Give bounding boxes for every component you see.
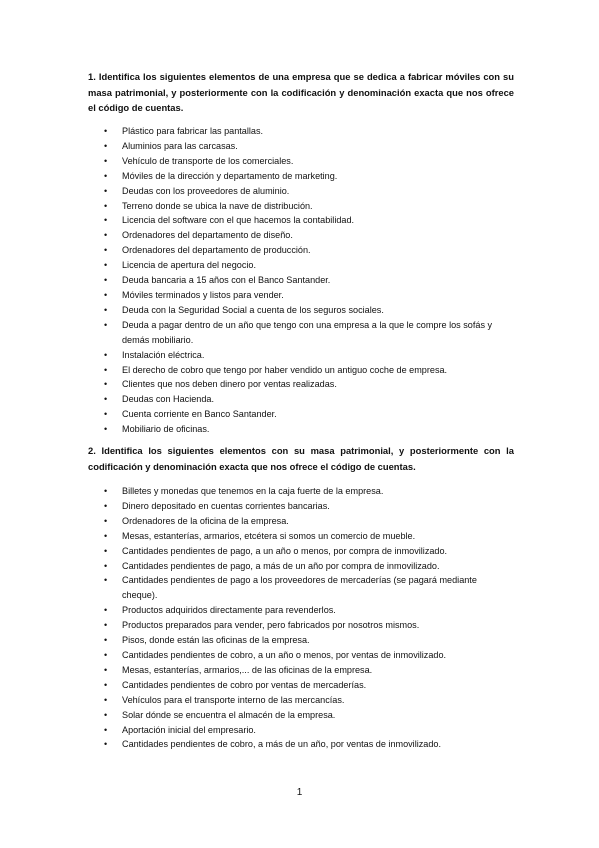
list-item-text: Pisos, donde están las oficinas de la empresa. — [122, 635, 310, 646]
bullet-icon: • — [104, 739, 108, 750]
list-item-text: Licencia de apertura del negocio. — [122, 260, 256, 271]
list-item-text: Cantidades pendientes de cobro, a más de un año, por ventas de inmovilizado. — [122, 739, 441, 750]
list-item-text: Móviles de la dirección y departamento de marketing. — [122, 170, 338, 181]
bullet-icon: • — [104, 409, 108, 420]
list-item — [0, 407, 502, 422]
list-item — [0, 288, 502, 303]
list-item-text: Dinero depositado en cuentas corrientes bancarias. — [122, 500, 330, 511]
list-item — [0, 377, 502, 392]
bullet-icon: • — [104, 500, 108, 511]
bullet-icon: • — [104, 260, 108, 271]
list-item — [0, 678, 502, 693]
bullet-icon: • — [104, 486, 108, 496]
list-item-text: Billetes y monedas que tenemos en la caja fuerte de la empresa. — [122, 486, 384, 496]
bullet-icon: • — [104, 694, 108, 705]
list-item-text: Clientes que nos deben dinero por ventas realizadas. — [122, 379, 337, 390]
bullet-icon: • — [104, 679, 108, 690]
list-item — [0, 544, 502, 559]
list-item — [0, 169, 502, 184]
list-item — [0, 243, 502, 258]
list-item — [0, 363, 502, 378]
list-item — [0, 213, 502, 228]
bullet-icon: • — [104, 364, 108, 375]
list-item-text: Terreno donde se ubica la nave de distribución. — [122, 200, 313, 211]
page-number: 1 — [296, 787, 303, 798]
bullet-icon: • — [104, 155, 108, 166]
list-item-text: Deudas con los proveedores de aluminio. — [122, 185, 290, 196]
list-item-text: Cantidades pendientes de pago, a más de un año por compra de inmovilizado. — [122, 560, 440, 571]
bullet-icon: • — [104, 709, 108, 720]
bullet-icon: • — [104, 185, 108, 196]
list-item — [0, 392, 502, 407]
list-item — [0, 124, 502, 139]
bullet-icon: • — [104, 424, 108, 435]
list-item-text: Ordenadores del departamento de producción. — [122, 245, 311, 256]
bullet-icon: • — [104, 245, 108, 256]
list-item-text: Deuda bancaria a 15 años con el Banco Santander. — [122, 275, 331, 286]
list-item — [0, 663, 502, 678]
list-item — [0, 499, 502, 514]
list-item-text: Solar dónde se encuentra el almacén de la empresa. — [122, 709, 336, 720]
list-item-text: Cantidades pendientes de pago, a un año o menos, por compra de inmovilizado. — [122, 545, 448, 556]
bullet-icon: • — [104, 724, 108, 735]
list-item — [0, 648, 502, 663]
question-1: 1. Identifica los siguientes elementos de una empresa que se dedica a fabricar móviles con su masa patrimonial, y posteriormente con la codificación y denominación exacta que nos ofrece el código de cuentas. — [88, 71, 514, 113]
list-item — [0, 708, 502, 723]
bullet-icon: • — [104, 649, 108, 660]
list-item — [0, 514, 502, 529]
list-item — [0, 693, 502, 708]
list-item-text: Cuenta corriente en Banco Santander. — [122, 409, 277, 420]
list-item — [0, 318, 502, 348]
list-item-text: Licencia del software con el que hacemos la contabilidad. — [122, 215, 355, 226]
list-item-text: Cantidades pendientes de cobro por ventas de mercaderías. — [122, 679, 367, 690]
list-item — [0, 422, 502, 437]
list-item — [0, 618, 502, 633]
bullet-icon: • — [104, 575, 108, 586]
list-item — [0, 633, 502, 648]
list-item-text: Productos adquiridos directamente para revenderlos. — [122, 605, 336, 616]
list-item — [0, 184, 502, 199]
list-item-text: Instalación eléctrica. — [122, 349, 205, 360]
bullet-icon: • — [104, 560, 108, 571]
bullet-icon: • — [104, 620, 108, 631]
list-item — [0, 737, 502, 752]
bullet-icon: • — [104, 545, 108, 556]
question-1-list — [0, 124, 599, 437]
bullet-icon: • — [104, 664, 108, 675]
list-item-text: Cantidades pendientes de pago a los proveedores de mercaderías (se pagará mediante cheque). — [122, 575, 477, 601]
bullet-icon: • — [104, 140, 108, 151]
list-item-text: Aportación inicial del empresario. — [122, 724, 256, 735]
bullet-icon: • — [104, 379, 108, 390]
list-item — [0, 228, 502, 243]
list-item — [0, 139, 502, 154]
bullet-icon: • — [104, 605, 108, 616]
list-item-text: El derecho de cobro que tengo por haber vendido un antiguo coche de empresa. — [122, 364, 448, 375]
bullet-icon: • — [104, 515, 108, 526]
bullet-icon: • — [104, 275, 108, 286]
bullet-icon: • — [104, 215, 108, 226]
list-item-text: Ordenadores del departamento de diseño. — [122, 230, 293, 241]
bullet-icon: • — [104, 319, 108, 330]
list-item-text: Plástico para fabricar las pantallas. — [122, 126, 264, 136]
bullet-icon: • — [104, 394, 108, 405]
list-item — [0, 573, 502, 603]
bullet-icon: • — [104, 304, 108, 315]
list-item — [0, 273, 502, 288]
list-item — [0, 154, 502, 169]
list-item-text: Aluminios para las carcasas. — [122, 140, 238, 151]
bullet-icon: • — [104, 200, 108, 211]
bullet-icon: • — [104, 349, 108, 360]
bullet-icon: • — [104, 170, 108, 181]
list-item-text: Mobiliario de oficinas. — [122, 424, 210, 435]
list-item-text: Productos preparados para vender, pero fabricados por nosotros mismos. — [122, 620, 420, 631]
list-item — [0, 603, 502, 618]
bullet-icon: • — [104, 230, 108, 241]
list-item-text: Cantidades pendientes de cobro, a un año o menos, por ventas de inmovilizado. — [122, 649, 447, 660]
list-item-text: Ordenadores de la oficina de la empresa. — [122, 515, 289, 526]
list-item-text: Deuda con la Seguridad Social a cuenta de los seguros sociales. — [122, 304, 384, 315]
list-item-text: Vehículos para el transporte interno de las mercancías. — [122, 694, 345, 705]
list-item-text: Vehículo de transporte de los comerciales. — [122, 155, 294, 166]
question-2-list — [0, 484, 599, 752]
bullet-icon: • — [104, 289, 108, 300]
list-item — [0, 199, 502, 214]
list-item-text: Móviles terminados y listos para vender. — [122, 289, 284, 300]
bullet-icon: • — [104, 635, 108, 646]
list-item-text: Deudas con Hacienda. — [122, 394, 215, 405]
list-item-text: Deuda a pagar dentro de un año que tengo con una empresa a la que le compre los sofás y demás mobiliario. — [122, 319, 493, 345]
list-item-text: Mesas, estanterías, armarios, etcétera si somos un comercio de mueble. — [122, 530, 416, 541]
list-item — [0, 303, 502, 318]
bullet-icon: • — [104, 530, 108, 541]
list-item — [0, 258, 502, 273]
question-2: 2. Identifica los siguientes elementos con su masa patrimonial, y posteriormente con la codificación y denominación exacta que nos ofrece el código de cuentas. — [88, 445, 514, 472]
bullet-icon: • — [104, 126, 108, 136]
list-item — [0, 529, 502, 544]
list-item-text: Mesas, estanterías, armarios,... de las oficinas de la empresa. — [122, 664, 373, 675]
list-item — [0, 723, 502, 738]
list-item — [0, 348, 502, 363]
list-item — [0, 559, 502, 574]
list-item — [0, 484, 502, 499]
